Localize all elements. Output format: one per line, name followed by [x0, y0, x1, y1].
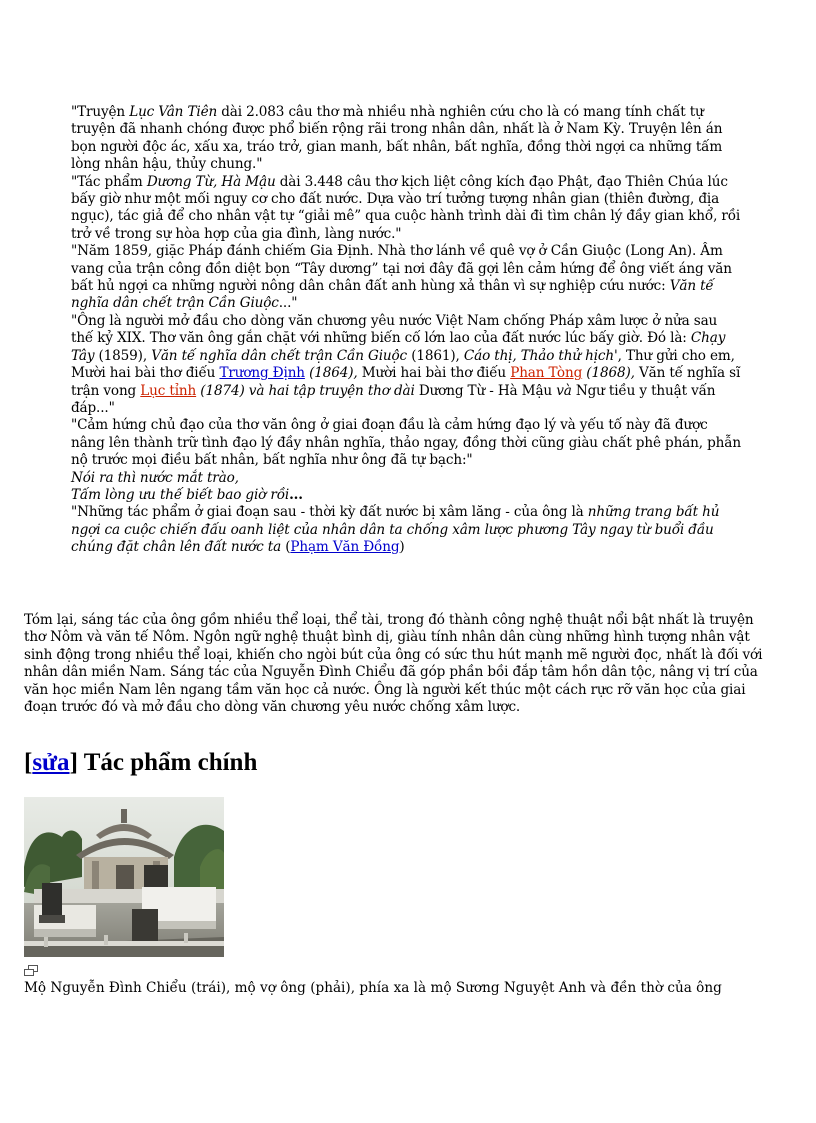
work-year: (1864),	[304, 365, 358, 382]
quote-text: "Những tác phẩm ở giai đoạn sau - thời kỳ đất nước bị xâm lăng - của ông là	[71, 504, 588, 521]
quote-text: "Ông là người mở đầu cho dòng văn chương yêu nước Việt Nam chống Pháp xâm lược ở nửa sau thế kỷ XIX. Thơ văn ông gắn chặt với những biến cố lớn lao của đất nước lúc bấy giờ. Đó là:	[71, 312, 718, 347]
work-title: Cáo thị, Thảo thử hịch	[463, 347, 614, 364]
poem-text: Tấm lòng ưu thế biết bao giờ rồi	[71, 486, 290, 503]
section-heading	[24, 748, 257, 778]
quote-text: "Tác phẩm	[71, 173, 147, 190]
quote-text: dài 2.083 câu thơ mà nhiều nhà nghiên cứu cho là có mang tính chất tự truyện đã nhanh chóng được phổ biến rộng rãi trong nhân dân, nhất là ở Nam Kỳ. Truyện lên án bọn người độc ác, xấu xa, tráo trở, gian manh, bất nhân, bất nghĩa, đồng thời ngợi ca những tấm lòng nhân hậu, thủy chung."	[71, 104, 723, 173]
poem-ellipsis: ...	[289, 486, 303, 503]
tomb-photo[interactable]	[24, 797, 224, 957]
enlarge-icon[interactable]	[24, 965, 38, 976]
quote-text: "Năm 1859, giặc Pháp đánh chiếm Gia Định. Nhà thơ lánh về quê vợ ở Cần Giuộc (Long An). Âm vang của trận công đồn diệt bọn “Tây dương” tại nơi đây đã gợi lên cảm hứng để ông viết áng văn bất hủ ngợi ca những người nông dân chân đất anh hùng xả thân vì sự nghiệp cứu nước:	[71, 243, 732, 295]
quote-emphasis: những trang bất hủ ngợi ca cuộc chiến đấu oanh liệt của nhân dân ta chống xâm lược phương Tây ngay từ buổi đầu chúng đặt chân lên đất nước ta	[71, 504, 720, 556]
quote-block	[71, 104, 743, 557]
quote-text: Dương Từ - Hà Mậu	[414, 382, 557, 399]
work-title: Văn tế nghĩa dân chết trận Cần Giuộc	[151, 347, 408, 364]
poem-line-1	[71, 470, 743, 487]
work-year: (1868),	[582, 365, 635, 382]
quote-text: (	[281, 539, 291, 556]
quote-late-works	[71, 504, 743, 556]
quote-text: )	[399, 539, 405, 556]
quote-luc-van-tien	[71, 104, 743, 174]
quote-works-list	[71, 313, 743, 417]
quote-text: (1861),	[407, 347, 464, 364]
link-pham-van-dong[interactable]: Phạm Văn Đồng	[290, 539, 400, 556]
work-title: Chạy Tây	[71, 330, 726, 364]
quote-text: dài 3.448 câu thơ kịch liệt công kích đạo Phật, đạo Thiên Chúa lúc bấy giờ như một mối nguy cơ cho đất nước. Dựa vào trí tưởng tượng nhân gian (thiên đường, địa ngục), tác giả để cho nhân vật tự “giải mê” qua cuộc hành trình dài đi tìm chân lý đầy gian khổ, rồi trở về trong sự hòa hợp của gia đình, làng nước."	[71, 173, 741, 242]
edit-bracket: ]	[69, 749, 78, 776]
work-title: Văn tế nghĩa dân chết trận Cần Giuộc	[71, 278, 714, 312]
quote-text: (1859),	[94, 347, 152, 364]
quote-text: Văn tế nghĩa sĩ trận vong	[71, 365, 741, 399]
work-title: Lục Vân Tiên	[129, 104, 218, 120]
work-title: Dương Từ, Hà Mậu	[146, 173, 276, 190]
quote-text: Ngư tiều y thuật vấn đáp..."	[71, 382, 716, 416]
summary-paragraph	[24, 612, 764, 716]
edit-bracket: [	[24, 749, 33, 776]
section-title: Tác phẩm chính	[77, 749, 258, 776]
quote-duong-tu-ha-mau	[71, 174, 743, 244]
link-truong-dinh[interactable]: Trương Định	[219, 365, 305, 382]
quote-can-giuoc	[71, 243, 743, 313]
quote-text: ', Thư gửi cho em, Mười hai bài thơ điếu	[71, 347, 735, 382]
summary-text: Tóm lại, sáng tác của ông gồm nhiều thể loại, thể tài, trong đó thành công nghệ thuật nổi bật nhất là truyện thơ Nôm và văn tế Nôm. Ngôn ngữ nghệ thuật bình dị, giàu tính nhân dân cùng những hình tượng nhân vật sinh động trong nhiều thể loại, khiến cho ngòi bút của ông có sức thu hút mạnh mẽ người đọc, nhất là đối với nhân dân miền Nam. Sáng tác của Nguyễn Đình Chiểu đã góp phần bồi đắp tâm hồn dân tộc, nâng vị trí của văn học miền Nam lên ngang tầm văn học cả nước. Ông là người kết thúc một cách rực rỡ văn học của giai đoạn trước đó và mở đầu cho dòng văn chương yêu nước chống xâm lược.	[24, 612, 763, 716]
image-caption: Mộ Nguyễn Đình Chiểu (trái), mộ vợ ông (phải), phía xa là mộ Sương Nguyệt Anh và đền thờ của ông	[24, 980, 722, 996]
poem-line-2	[71, 487, 743, 504]
work-title: (1874) và hai tập truyện thơ dài	[196, 382, 415, 399]
quote-text: và	[556, 382, 572, 399]
link-luc-tinh[interactable]: Lục tỉnh	[140, 382, 197, 399]
quote-text: ..."	[278, 295, 298, 312]
quote-text: "Truyện	[71, 104, 130, 120]
quote-text: Mười hai bài thơ điếu	[357, 365, 511, 382]
poem-text: Nói ra thì nước mắt trào,	[71, 469, 239, 486]
link-phan-tong[interactable]: Phan Tòng	[510, 365, 583, 382]
quote-inspiration: "Cảm hứng chủ đạo của thơ văn ông ở giai đoạn đầu là cảm hứng đạo lý và yếu tố này đã được nâng lên thành trữ tình đạo lý đầy nhân nghĩa, thảo ngay, đồng thời cũng giàu chất phê phán, phẫn nộ trước mọi điều bất nhân, bất nghĩa như ông đã tự bạch:"	[71, 417, 742, 469]
edit-section-link[interactable]: sửa	[32, 749, 70, 776]
